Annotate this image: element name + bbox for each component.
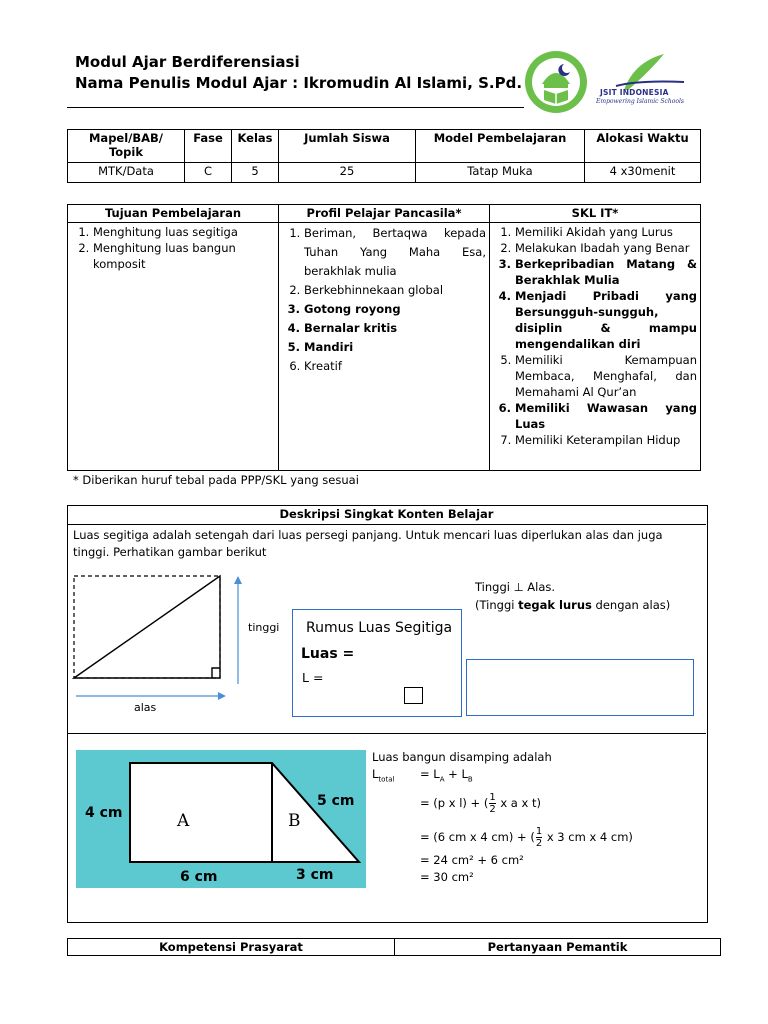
- cell-jumlah: 25: [279, 163, 416, 183]
- triangle-diagram: [68, 568, 258, 718]
- content-header: Deskripsi Singkat Konten Belajar: [279, 507, 494, 521]
- calc-eq1: = $L_A + L_B$: [420, 767, 473, 784]
- list-item: 1. Menghitung luas segitiga: [93, 224, 275, 240]
- dim-bottom-a: 6 cm: [180, 869, 218, 885]
- calc-eq5: = 30 cm²: [420, 870, 474, 884]
- info-table: [67, 129, 701, 183]
- col-pemantik: Pertanyaan Pemantik: [395, 939, 721, 956]
- calc-eq3: = (6 cm x 4 cm) + ( $\frac{1}{2}$ x 3 cm x 4 cm): [420, 826, 633, 849]
- perp-note: Tinggi ⊥ Alas.: [475, 580, 556, 594]
- list-item: 7. Memiliki Keterampilan Hidup: [515, 432, 697, 448]
- list-item: 6. Memiliki Wawasan yang Luas: [515, 400, 697, 432]
- list-item: 1. Memiliki Akidah yang Lurus: [515, 224, 697, 240]
- cell-alokasi: 4 x30menit: [585, 163, 701, 183]
- jsit-tagline: Empowering Islamic Schools: [596, 98, 684, 105]
- bottom-table: [67, 938, 721, 956]
- col-alokasi: Alokasi Waktu: [585, 130, 701, 163]
- col-model: Model Pembelajaran: [416, 130, 585, 163]
- school-logo: [524, 50, 588, 114]
- skl-list: [493, 224, 697, 448]
- list-item: 5. Memiliki Kemampuan Membaca, Menghafal, dan Memahami Al Qur’an: [515, 352, 697, 400]
- col-profil: Profil Pelajar Pancasila*: [279, 205, 490, 223]
- tujuan-list: [71, 224, 275, 272]
- header-rule: [67, 107, 524, 108]
- label-b: B: [288, 811, 301, 831]
- answer-field[interactable]: [466, 659, 694, 716]
- rumus-luas: Luas =: [301, 646, 355, 662]
- rumus-title: Rumus Luas Segitiga: [306, 620, 453, 636]
- content-intro: Luas segitiga adalah setengah dari luas persegi panjang. Untuk mencari luas diperlukan alas dan juga tinggi. Perhatikan gambar berikut: [73, 528, 663, 559]
- col-fase: Fase: [185, 130, 232, 163]
- content-divider-2: [67, 733, 706, 734]
- calc-eq2: = (p x l) + ( $\frac{1}{2}$ x a x t): [420, 792, 541, 815]
- goals-table: [67, 204, 701, 471]
- list-item: 2. Melakukan Ibadah yang Benar: [515, 240, 697, 256]
- cell-fase: C: [185, 163, 232, 183]
- quill-icon: [594, 52, 694, 92]
- col-kompetensi: Kompetensi Prasyarat: [68, 939, 395, 956]
- list-item: 6. Kreatif: [304, 357, 486, 376]
- list-item: 5. Mandiri: [304, 338, 486, 357]
- module-title: Modul Ajar Berdiferensiasi: [75, 53, 300, 71]
- list-item: 2. Berkebhinnekaan global: [304, 281, 486, 300]
- calc-eq4: = 24 cm² + 6 cm²: [420, 853, 524, 867]
- cell-mapel: MTK/Data: [68, 163, 185, 183]
- tujuan-cell: [68, 223, 279, 471]
- perp-explain: (Tinggi tegak lurus dengan alas): [475, 598, 671, 612]
- list-item: 3. Gotong royong: [304, 300, 486, 319]
- calc-intro: Luas bangun disamping adalah: [372, 750, 552, 764]
- answer-box[interactable]: [404, 687, 423, 704]
- col-jumlah-siswa: Jumlah Siswa: [279, 130, 416, 163]
- profil-cell: [279, 223, 490, 471]
- skl-cell: [490, 223, 701, 471]
- calc-ltotal: $L_{total}$: [372, 767, 395, 784]
- dim-left: 4 cm: [85, 805, 123, 821]
- list-item: 1. Beriman, Bertaqwa kepada Tuhan Yang Maha Esa, berakhlak mulia: [304, 224, 486, 281]
- list-item: 4. Bernalar kritis: [304, 319, 486, 338]
- footnote: * Diberikan huruf tebal pada PPP/SKL yang sesuai: [73, 473, 359, 487]
- col-tujuan: Tujuan Pembelajaran: [68, 205, 279, 223]
- dim-bottom-b: 3 cm: [296, 867, 334, 883]
- col-kelas: Kelas: [232, 130, 279, 163]
- author-line: Nama Penulis Modul Ajar : Ikromudin Al Islami, S.Pd.: [75, 74, 523, 92]
- dim-hyp: 5 cm: [317, 793, 355, 809]
- profil-list: [282, 224, 486, 376]
- col-skl: SKL IT*: [490, 205, 701, 223]
- jsit-logo: [594, 52, 694, 112]
- col-mapel: Mapel/BAB/ Topik: [68, 130, 185, 163]
- content-divider: [67, 524, 706, 525]
- rumus-l: L =: [302, 670, 324, 685]
- cell-kelas: 5: [232, 163, 279, 183]
- jsit-name: JSIT INDONESIA: [600, 88, 669, 97]
- list-item: 4. Menjadi Pribadi yang Bersungguh-sungguh, disiplin & mampu mengendalikan diri: [515, 288, 697, 352]
- list-item: 2. Menghitung luas bangun komposit: [93, 240, 275, 272]
- label-tinggi: tinggi: [248, 621, 280, 634]
- label-alas: alas: [134, 701, 157, 714]
- list-item: 3. Berkepribadian Matang & Berakhlak Mulia: [515, 256, 697, 288]
- cell-model: Tatap Muka: [416, 163, 585, 183]
- label-a: A: [177, 811, 190, 831]
